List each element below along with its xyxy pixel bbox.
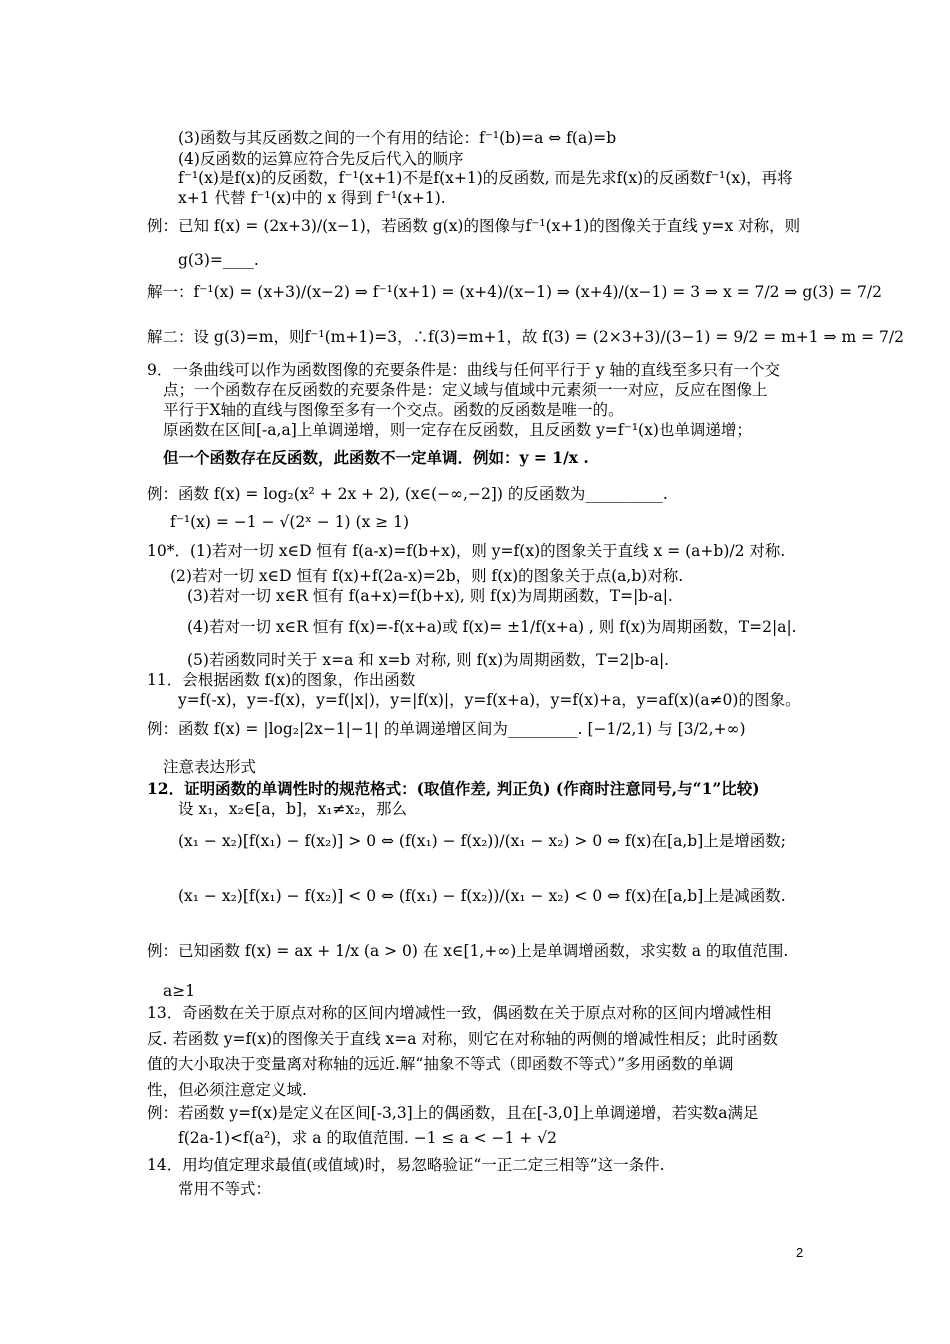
text-line: 解二：设 g(3)=m，则f⁻¹(m+1)=3，∴f(3)=m+1，故 f(3) = (2×3+3)/(3−1) = 9/2 = m+1 ⇒ m = 7/2 xyxy=(147,328,904,346)
text-line: 点；一个函数存在反函数的充要条件是：定义域与值域中元素须一一对应，反应在图像上 xyxy=(163,381,768,399)
text-line: 反. 若函数 y=f(x)的图像关于直线 x=a 对称，则它在对称轴的两侧的增减性相反；此时函数 xyxy=(147,1030,778,1048)
text-line: 设 x₁，x₂∈[a，b]，x₁≠x₂，那么 xyxy=(178,800,407,818)
text-line: (x₁ − x₂)[f(x₁) − f(x₂)] > 0 ⇔ (f(x₁) − f(x₂))/(x₁ − x₂) > 0 ⇔ f(x)在[a,b]上是增函数; xyxy=(178,832,786,850)
text-line: 10*．(1)若对一切 x∈D 恒有 f(a-x)=f(b+x)，则 y=f(x)的图象关于直线 x = (a+b)/2 对称. xyxy=(147,542,786,560)
text-line: 例：已知函数 f(x) = ax + 1/x (a > 0) 在 x∈[1,+∞)上是单调增函数，求实数 a 的取值范围. xyxy=(147,942,789,960)
text-line: f⁻¹(x) = −1 − √(2ˣ − 1) (x ≥ 1) xyxy=(170,513,410,531)
text-line: 例：函数 f(x) = log₂(x² + 2x + 2), (x∈(−∞,−2]) 的反函数为__________. xyxy=(147,485,668,503)
text-line: (5)若函数同时关于 x=a 和 x=b 对称, 则 f(x)为周期函数，T=2|b-a|. xyxy=(187,651,670,669)
text-line: a≥1 xyxy=(163,982,196,1000)
text-line: (x₁ − x₂)[f(x₁) − f(x₂)] < 0 ⇔ (f(x₁) − f(x₂))/(x₁ − x₂) < 0 ⇔ f(x)在[a,b]上是减函数. xyxy=(178,887,786,905)
text-line: 例：已知 f(x) = (2x+3)/(x−1)，若函数 g(x)的图像与f⁻¹(x+1)的图像关于直线 y=x 对称，则 xyxy=(147,217,801,235)
text-line: (4)若对一切 x∈R 恒有 f(x)=-f(x+a)或 f(x)= ±1/f(x+a) , 则 f(x)为周期函数，T=2|a|. xyxy=(187,618,797,636)
text-line: 13．奇函数在关于原点对称的区间内增减性一致，偶函数在关于原点对称的区间内增减性相 xyxy=(147,1004,772,1022)
text-line: (4)反函数的运算应符合先反后代入的顺序 xyxy=(178,150,464,168)
text-line: (2)若对一切 x∈D 恒有 f(x)+f(2a-x)=2b，则 f(x)的图象关于点(a,b)对称. xyxy=(170,567,684,585)
text-line: f(2a-1)<f(a²)，求 a 的取值范围. −1 ≤ a < −1 + √2 xyxy=(178,1129,557,1147)
text-line: 11．会根据函数 f(x)的图象，作出函数 xyxy=(147,671,416,689)
text-line: g(3)=____. xyxy=(178,251,259,269)
text-line: f⁻¹(x)是f(x)的反函数，f⁻¹(x+1)不是f(x+1)的反函数, 而是先求f(x)的反函数f⁻¹(x)，再将 xyxy=(178,169,793,187)
text-line: 常用不等式： xyxy=(178,1180,272,1198)
text-line: 例：若函数 y=f(x)是定义在区间[-3,3]上的偶函数，且在[-3,0]上单调递增，若实数a满足 xyxy=(147,1104,759,1122)
text-line: (3)函数与其反函数之间的一个有用的结论：f⁻¹(b)=a ⇔ f(a)=b xyxy=(178,129,617,147)
text-line: 平行于X轴的直线与图像至多有一个交点。函数的反函数是唯一的。 xyxy=(163,401,624,419)
text-line: 例：函数 f(x) = |log₂|2x−1|−1| 的单调递增区间为_________. [−1/2,1) 与 [3/2,+∞) xyxy=(147,720,746,738)
text-line: 原函数在区间[-a,a]上单调递增，则一定存在反函数，且反函数 y=f⁻¹(x)也单调递增； xyxy=(163,421,752,439)
text-line: 解一：f⁻¹(x) = (x+3)/(x−2) ⇒ f⁻¹(x+1) = (x+4)/(x−1) ⇒ (x+4)/(x−1) = 3 ⇒ x = 7/2 ⇒ g(3) = 7/2 xyxy=(147,283,883,301)
text-line: x+1 代替 f⁻¹(x)中的 x 得到 f⁻¹(x+1). xyxy=(178,189,446,207)
text-line: (3)若对一切 x∈R 恒有 f(a+x)=f(b+x), 则 f(x)为周期函数，T=|b-a|. xyxy=(187,587,673,605)
text-line: 但一个函数存在反函数，此函数不一定单调．例如：y = 1/x . xyxy=(163,448,589,467)
text-line: 14．用均值定理求最值(或值域)时，易忽略验证“一正二定三相等”这一条件. xyxy=(147,1156,665,1174)
text-line: 性，但必须注意定义域. xyxy=(147,1081,307,1099)
text-line: 注意表达形式 xyxy=(163,758,257,776)
text-line: 12．证明函数的单调性时的规范格式：(取值作差, 判正负) (作商时注意同号,与“1”比较) xyxy=(147,779,760,798)
text-line: 9．一条曲线可以作为函数图像的充要条件是：曲线与任何平行于 y 轴的直线至多只有一个交 xyxy=(147,361,780,379)
text-line: y=f(-x)，y=-f(x)，y=f(|x|)，y=|f(x)|，y=f(x+a)，y=f(x)+a，y=af(x)(a≠0)的图象。 xyxy=(178,691,801,709)
page-number: 2 xyxy=(796,1245,804,1260)
text-line: 值的大小取决于变量离对称轴的远近.解“抽象不等式（即函数不等式）”多用函数的单调 xyxy=(147,1055,734,1073)
